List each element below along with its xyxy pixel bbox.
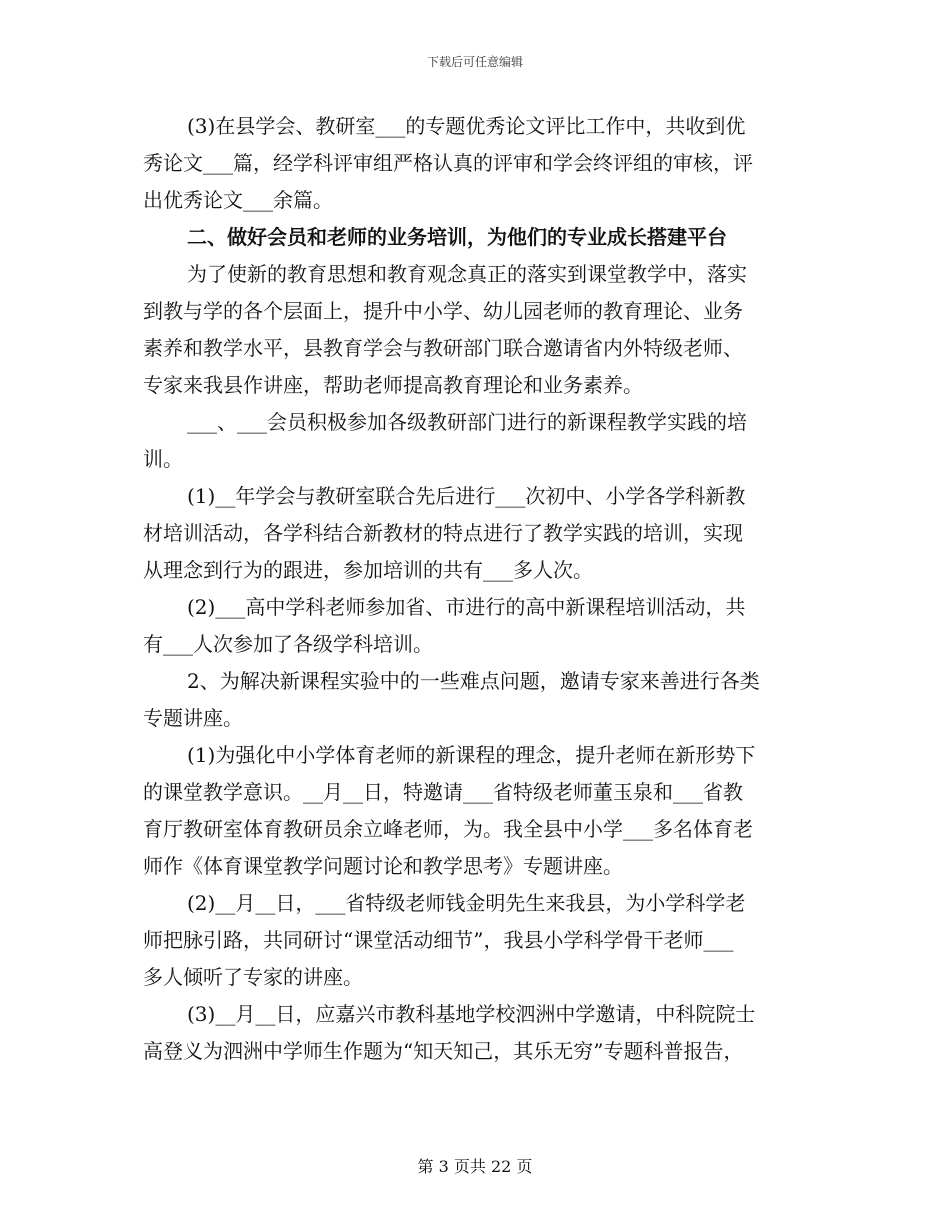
paragraph-line: 专家来我县作讲座，帮助老师提高教育理论和业务素养。 [143,373,643,397]
paragraph-line: 师作《体育课堂教学问题讨论和教学思考》专题讲座。 [143,854,623,878]
paragraph-line: (3)__月__日，应嘉兴市教科基地学校泗洲中学邀请，中科院院士 [187,1002,756,1026]
section-heading: 二、做好会员和老师的业务培训，为他们的专业成长搭建平台 [187,225,727,249]
page-number: 第 3 页共 22 页 [417,1157,533,1176]
paragraph-line: 高登义为泗洲中学师生作题为“知天知己，其乐无穷”专题科普报告， [143,1039,744,1063]
page-header: 下载后可任意编辑 [426,55,523,69]
paragraph-line: ___、___会员积极参加各级教研部门进行的新课程教学实践的培 [187,410,747,434]
paragraph-line: 2、为解决新课程实验中的一些难点问题，邀请专家来善进行各类 [187,669,760,693]
paragraph-line: (1)为强化中小学体育老师的新课程的理念，提升老师在新形势下 [187,743,756,767]
paragraph-line: 有___人次参加了各级学科培训。 [143,632,433,656]
paragraph-line: (2)___高中学科老师参加省、市进行的高中新课程培训活动，共 [187,595,746,619]
paragraph-line: (3)在县学会、教研室___的专题优秀论文评比工作中，共收到优 [187,114,746,138]
paragraph-line: 训。 [143,447,183,471]
paragraph-line: 为了使新的教育思想和教育观念真正的落实到课堂教学中，落实 [187,262,747,286]
paragraph-line: 秀论文___篇，经学科评审组严格认真的评审和学会终评组的审核，评 [143,151,753,175]
paragraph-line: 到教与学的各个层面上，提升中小学、幼儿园老师的教育理论、业务 [143,299,743,323]
paragraph-line: 育厅教研室体育教研员余立峰老师，为。我全县中小学___多名体育老 [143,817,753,841]
paragraph-line: (2)__月__日，___省特级老师钱金明先生来我县，为小学科学老 [187,891,746,915]
paragraph-line: 出优秀论文___余篇。 [143,188,333,212]
paragraph-line: 素养和教学水平，县教育学会与教研部门联合邀请省内外特级老师、 [143,336,743,360]
paragraph-line: 材培训活动，各学科结合新教材的特点进行了教学实践的培训，实现 [143,521,743,545]
paragraph-line: 专题讲座。 [143,706,243,730]
paragraph-line: 的课堂教学意识。__月__日，特邀请___省特级老师董玉泉和___省教 [143,780,743,804]
paragraph-line: 从理念到行为的跟进，参加培训的共有___多人次。 [143,558,593,582]
paragraph-line: 多人倾听了专家的讲座。 [143,965,363,989]
paragraph-line: (1)__年学会与教研室联合先后进行___次初中、小学各学科新教 [187,484,746,508]
paragraph-line: 师把脉引路，共同研讨“课堂活动细节”，我县小学科学骨干老师___ [143,928,734,952]
